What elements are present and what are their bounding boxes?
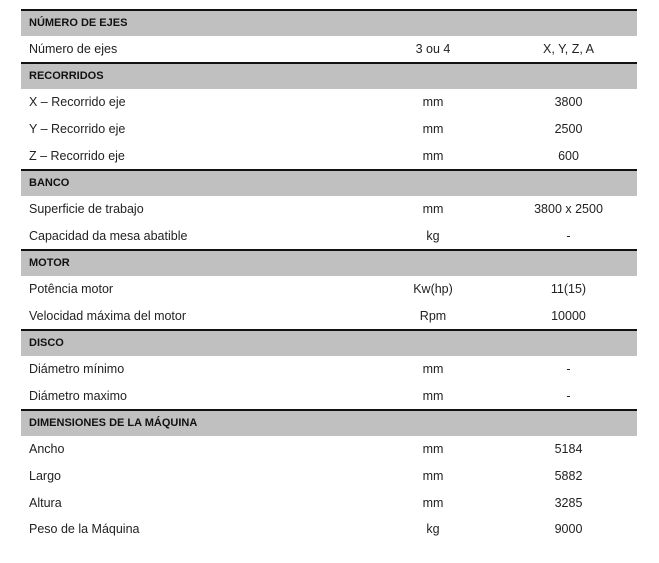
spec-value: 5882	[554, 469, 583, 484]
table-row	[21, 116, 637, 143]
table-row	[21, 196, 637, 223]
spec-label: Altura	[29, 495, 62, 510]
section-header: NÚMERO DE EJES	[21, 9, 637, 36]
table-row	[21, 383, 637, 410]
spec-value: 10000	[551, 308, 586, 323]
spec-label: Y – Recorrido eje	[29, 122, 126, 137]
spec-unit: mm	[422, 148, 444, 163]
table-row	[21, 303, 637, 330]
table-row	[21, 489, 637, 516]
spec-value: 3285	[554, 495, 583, 510]
spec-value: -	[566, 228, 571, 243]
section-header: BANCO	[21, 169, 637, 196]
spec-value: 2500	[554, 122, 583, 137]
section-header: MOTOR	[21, 249, 637, 276]
spec-unit: mm	[422, 469, 444, 484]
spec-unit: mm	[422, 388, 444, 403]
spec-unit: kg	[426, 228, 440, 243]
spec-label: Diámetro maximo	[29, 388, 127, 403]
spec-value: 3800	[554, 95, 583, 110]
spec-label: Superficie de trabajo	[29, 202, 144, 217]
table-row	[21, 276, 637, 303]
spec-label: Capacidad da mesa abatible	[29, 228, 188, 243]
table-row	[21, 436, 637, 463]
spec-unit: 3 ou 4	[415, 42, 451, 57]
spec-unit: kg	[426, 522, 440, 537]
table-row	[21, 36, 637, 63]
table-row	[21, 463, 637, 490]
spec-unit: mm	[422, 122, 444, 137]
spec-unit: mm	[422, 202, 444, 217]
spec-value: 5184	[554, 442, 583, 457]
spec-unit: mm	[422, 442, 444, 457]
section-header: DISCO	[21, 329, 637, 356]
spec-unit: Rpm	[419, 308, 447, 323]
spec-unit: mm	[422, 95, 444, 110]
specs-table	[21, 9, 637, 543]
spec-value: 11(15)	[550, 282, 587, 297]
spec-value: -	[566, 388, 571, 403]
spec-unit: Kw(hp)	[413, 282, 453, 297]
spec-label: Número de ejes	[29, 42, 118, 57]
table-row	[21, 223, 637, 250]
spec-unit: mm	[422, 362, 444, 377]
table-row	[21, 356, 637, 383]
table-row	[21, 89, 637, 116]
spec-label: Z – Recorrido eje	[29, 148, 125, 163]
spec-value: 3800 x 2500	[534, 202, 603, 217]
spec-label: Largo	[29, 469, 61, 484]
spec-value: 9000	[554, 522, 583, 537]
spec-value: -	[566, 362, 571, 377]
spec-unit: mm	[422, 495, 444, 510]
table-row	[21, 516, 637, 543]
spec-label: Potência motor	[29, 282, 114, 297]
section-header: DIMENSIONES DE LA MÁQUINA	[21, 409, 637, 436]
section-header: RECORRIDOS	[21, 62, 637, 89]
spec-label: X – Recorrido eje	[29, 95, 126, 110]
spec-label: Ancho	[29, 442, 65, 457]
spec-value: 600	[558, 148, 579, 163]
spec-label: Velocidad máxima del motor	[29, 308, 187, 323]
spec-value: X, Y, Z, A	[543, 42, 594, 57]
spec-label: Peso de la Máquina	[29, 522, 140, 537]
table-row	[21, 142, 637, 169]
spec-label: Diámetro mínimo	[29, 362, 125, 377]
